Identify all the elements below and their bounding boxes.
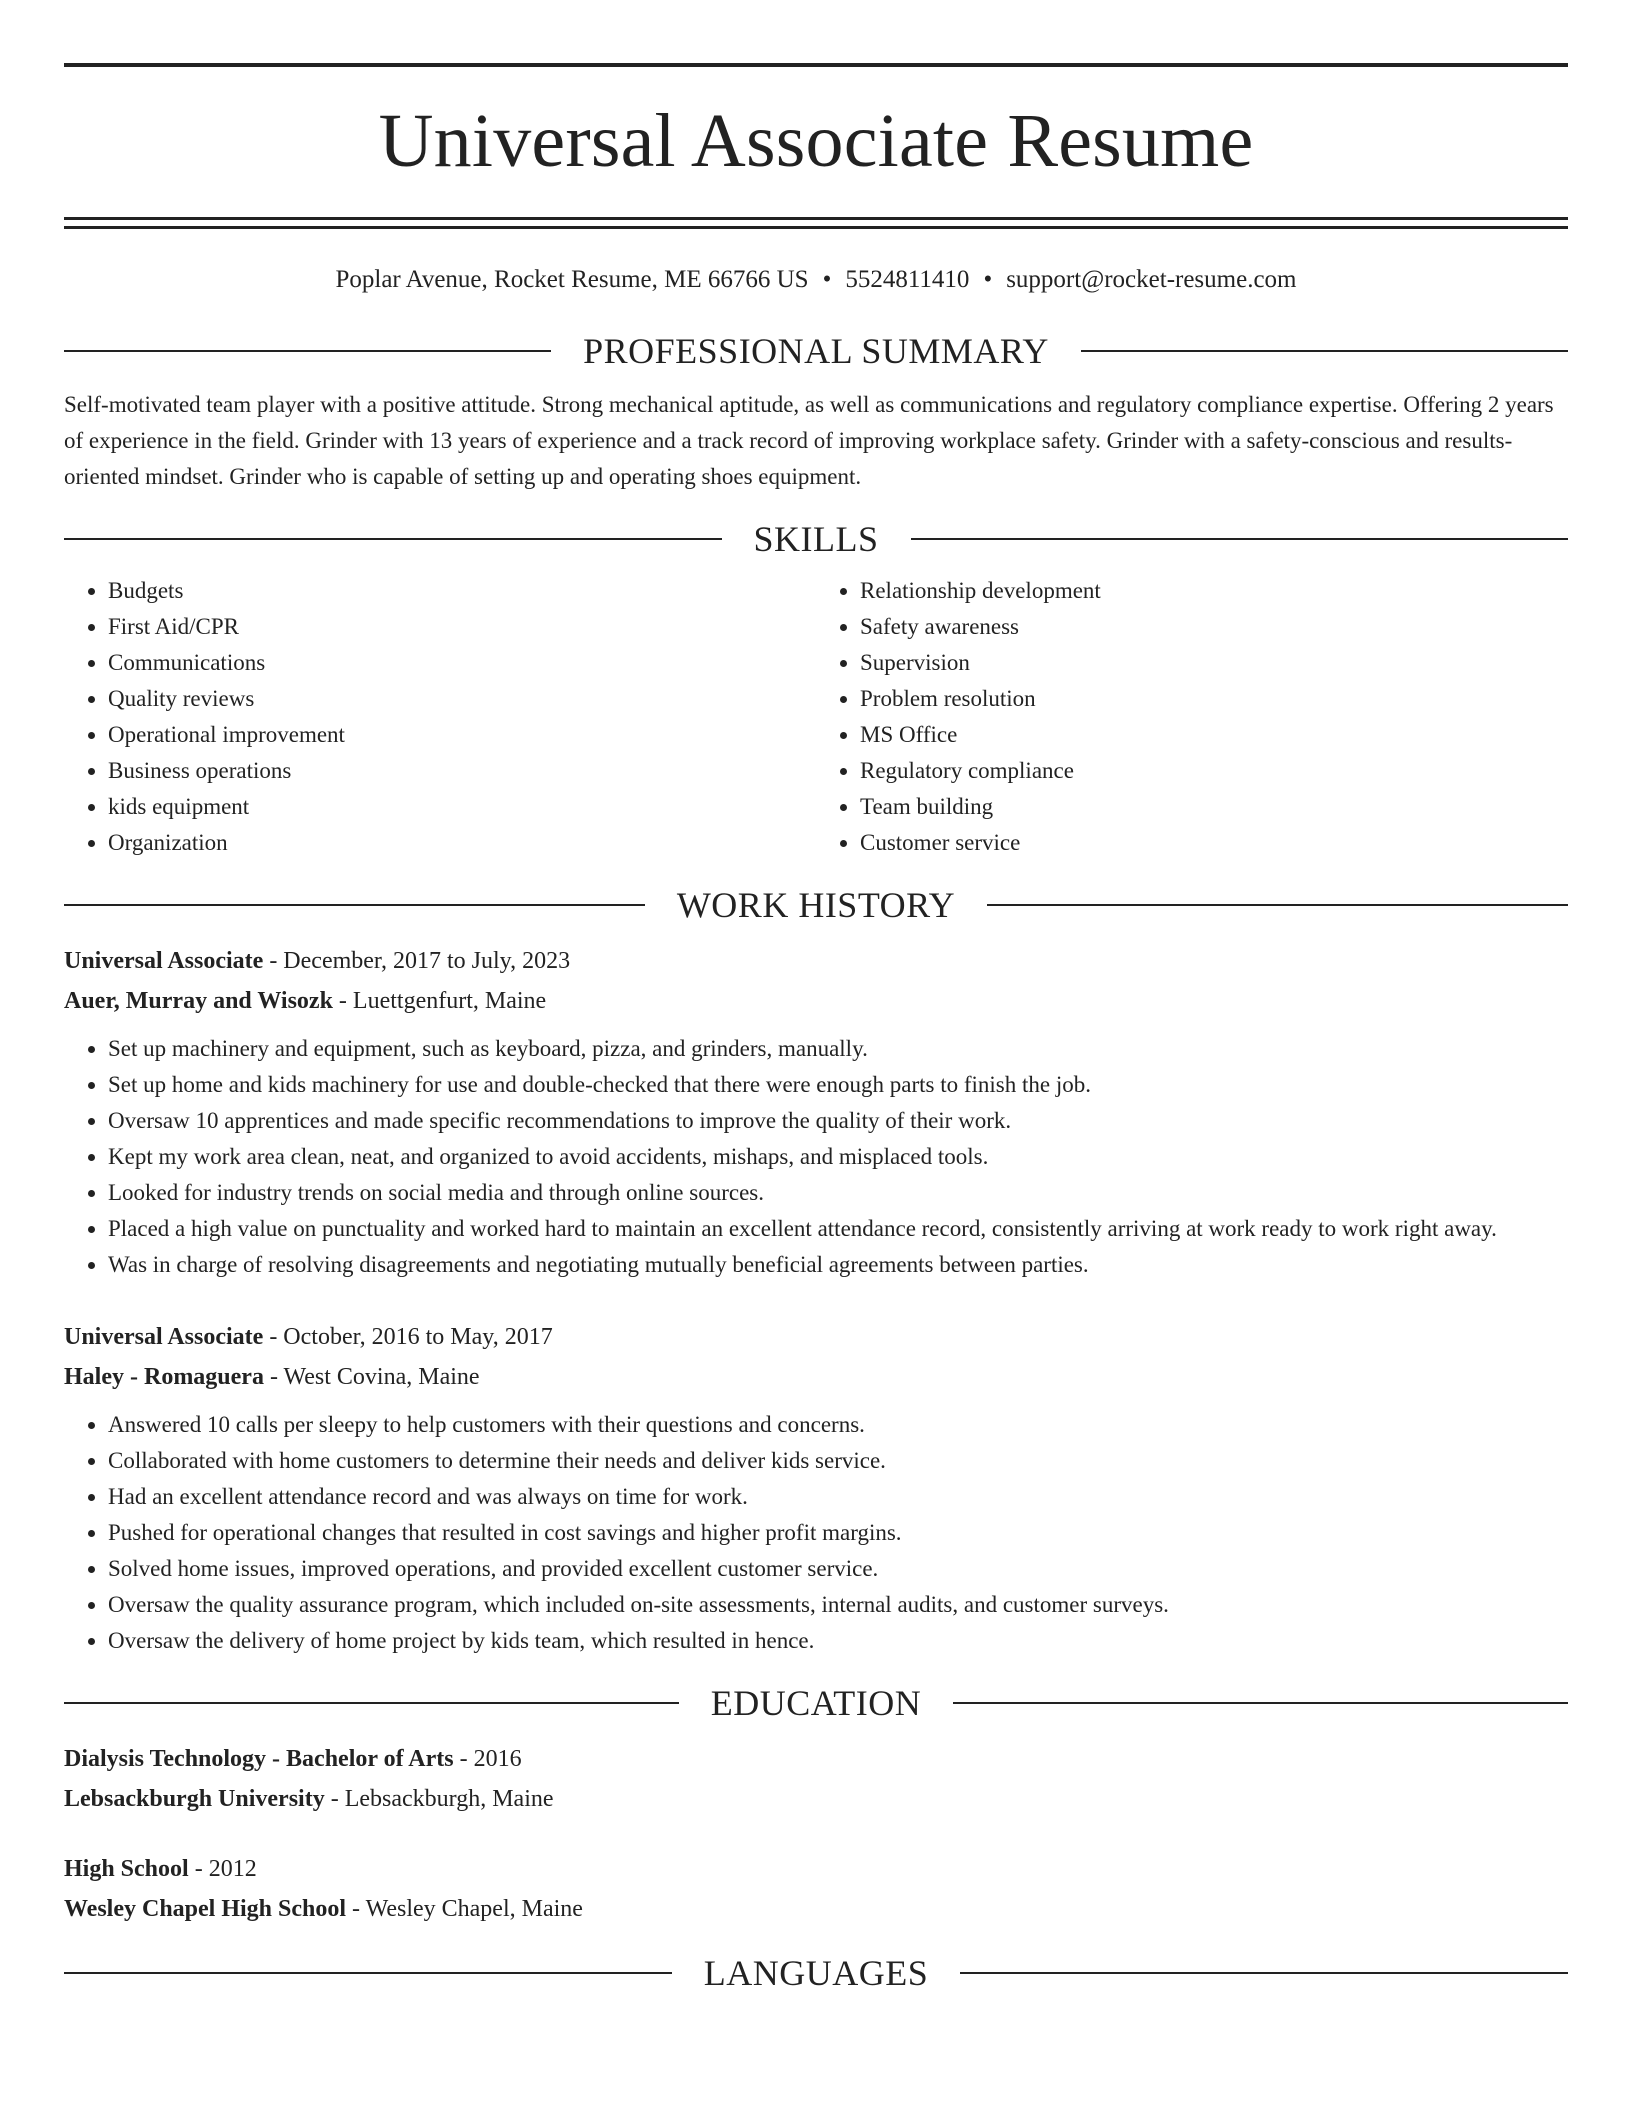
skills-column-right xyxy=(816,573,1568,861)
section-title: EDUCATION xyxy=(710,1683,922,1723)
skill-item: • kids equipment xyxy=(108,789,816,825)
job-bullets xyxy=(64,1031,1568,1283)
job-title: Universal Associate xyxy=(64,948,264,974)
education-location: - Wesley Chapel, Maine xyxy=(346,1896,583,1922)
resume-title: Universal Associate Resume xyxy=(378,99,1254,183)
education-list xyxy=(64,1739,1568,1929)
skills-column-left xyxy=(64,573,816,861)
job-title-line xyxy=(64,1317,1568,1357)
job-bullet: • Set up machinery and equipment, such as keyboard, pizza, and grinders, manually. xyxy=(108,1031,1568,1067)
education-degree: High School xyxy=(64,1856,189,1882)
job-company-line xyxy=(64,981,1568,1021)
contact-email: support@rocket-resume.com xyxy=(1006,266,1297,293)
education-degree-line xyxy=(64,1849,1568,1889)
job-dates: - October, 2016 to May, 2017 xyxy=(263,1324,553,1350)
job-dates: - December, 2017 to July, 2023 xyxy=(263,948,571,974)
job-bullets xyxy=(64,1407,1568,1659)
resume-page xyxy=(64,0,1568,1995)
section-title: WORK HISTORY xyxy=(676,885,956,925)
section-header-skills xyxy=(64,517,1568,561)
section-title: LANGUAGES xyxy=(703,1953,929,1993)
summary-text: Self-motivated team player with a positive attitude. Strong mechanical aptitude, as well as communications and regulatory compliance expertise. Offering 2 years of experience in the field. Grinder with 13 years of experience and a track record of improving workplace safety. Grinder with a safety-conscious and results-oriented mindset. Grinder who is capable of setting up and operating shoes equipment. xyxy=(64,392,1554,489)
job-location: - West Covina, Maine xyxy=(263,1364,480,1390)
job-company: Auer, Murray and Wisozk xyxy=(64,988,333,1014)
title-double-rule xyxy=(64,217,1568,229)
section-header-work xyxy=(64,883,1568,927)
contact-line xyxy=(64,265,1568,295)
education-location: - Lebsackburgh, Maine xyxy=(324,1786,554,1812)
education-degree: Dialysis Technology - Bachelor of Arts xyxy=(64,1746,454,1772)
job-bullet: • Oversaw 10 apprentices and made specific recommendations to improve the quality of their work. xyxy=(108,1103,1568,1139)
job-bullet: • Kept my work area clean, neat, and organized to avoid accidents, mishaps, and misplaced tools. xyxy=(108,1139,1568,1175)
contact-phone: 5524811410 xyxy=(845,266,970,293)
skill-item: • Supervision xyxy=(860,645,1568,681)
skill-item: • Operational improvement xyxy=(108,717,816,753)
skill-item: • Relationship development xyxy=(860,573,1568,609)
section-header-languages xyxy=(64,1951,1568,1995)
skill-item: • Business operations xyxy=(108,753,816,789)
job-bullet: • Collaborated with home customers to determine their needs and deliver kids service. xyxy=(108,1443,1568,1479)
contact-address: Poplar Avenue, Rocket Resume, ME 66766 US xyxy=(335,266,809,293)
section-header-summary xyxy=(64,329,1568,373)
skill-item: • Safety awareness xyxy=(860,609,1568,645)
job-bullet: • Looked for industry trends on social media and through online sources. xyxy=(108,1175,1568,1211)
education-entry xyxy=(64,1849,1568,1929)
contact-separator: • xyxy=(983,266,993,293)
job-title: Universal Associate xyxy=(64,1324,264,1350)
skills-list xyxy=(64,573,1568,861)
skill-item: • Customer service xyxy=(860,825,1568,861)
job-bullet: • Set up home and kids machinery for use and double-checked that there were enough parts to finish the job. xyxy=(108,1067,1568,1103)
skill-item: • MS Office xyxy=(860,717,1568,753)
education-year: - 2016 xyxy=(453,1746,522,1772)
skill-item: • Problem resolution xyxy=(860,681,1568,717)
education-degree-line xyxy=(64,1739,1568,1779)
job-bullet: • Placed a high value on punctuality and worked hard to maintain an excellent attendance record, consistently arriving at work ready to work right away. xyxy=(108,1211,1568,1247)
education-school-line xyxy=(64,1889,1568,1929)
skill-item: • First Aid/CPR xyxy=(108,609,816,645)
job-bullet: • Solved home issues, improved operations, and provided excellent customer service. xyxy=(108,1551,1568,1587)
job-bullet: • Was in charge of resolving disagreements and negotiating mutually beneficial agreements between parties. xyxy=(108,1247,1568,1283)
skill-item: • Quality reviews xyxy=(108,681,816,717)
skill-item: • Regulatory compliance xyxy=(860,753,1568,789)
job-bullet: • Oversaw the delivery of home project by kids team, which resulted in hence. xyxy=(108,1623,1568,1659)
job-entry xyxy=(64,1317,1568,1659)
skill-item: • Communications xyxy=(108,645,816,681)
section-title: SKILLS xyxy=(753,519,879,559)
work-history-list xyxy=(64,941,1568,1659)
job-company: Haley - Romaguera xyxy=(64,1364,264,1390)
section-header-education xyxy=(64,1681,1568,1725)
skill-item: • Budgets xyxy=(108,573,816,609)
top-rule xyxy=(64,63,1568,67)
education-school: Wesley Chapel High School xyxy=(64,1896,347,1922)
education-entry xyxy=(64,1739,1568,1819)
job-location: - Luettgenfurt, Maine xyxy=(332,988,547,1014)
skill-item: • Team building xyxy=(860,789,1568,825)
contact-separator: • xyxy=(822,266,832,293)
job-bullet: • Pushed for operational changes that resulted in cost savings and higher profit margins. xyxy=(108,1515,1568,1551)
job-title-line xyxy=(64,941,1568,981)
job-bullet: • Answered 10 calls per sleepy to help customers with their questions and concerns. xyxy=(108,1407,1568,1443)
education-school: Lebsackburgh University xyxy=(64,1786,325,1812)
job-entry xyxy=(64,941,1568,1283)
job-bullet: • Oversaw the quality assurance program, which included on-site assessments, internal audits, and customer surveys. xyxy=(108,1587,1568,1623)
job-bullet: • Had an excellent attendance record and was always on time for work. xyxy=(108,1479,1568,1515)
education-school-line xyxy=(64,1779,1568,1819)
skill-item: • Organization xyxy=(108,825,816,861)
job-company-line xyxy=(64,1357,1568,1397)
education-year: - 2012 xyxy=(188,1856,257,1882)
section-title: PROFESSIONAL SUMMARY xyxy=(583,331,1049,371)
